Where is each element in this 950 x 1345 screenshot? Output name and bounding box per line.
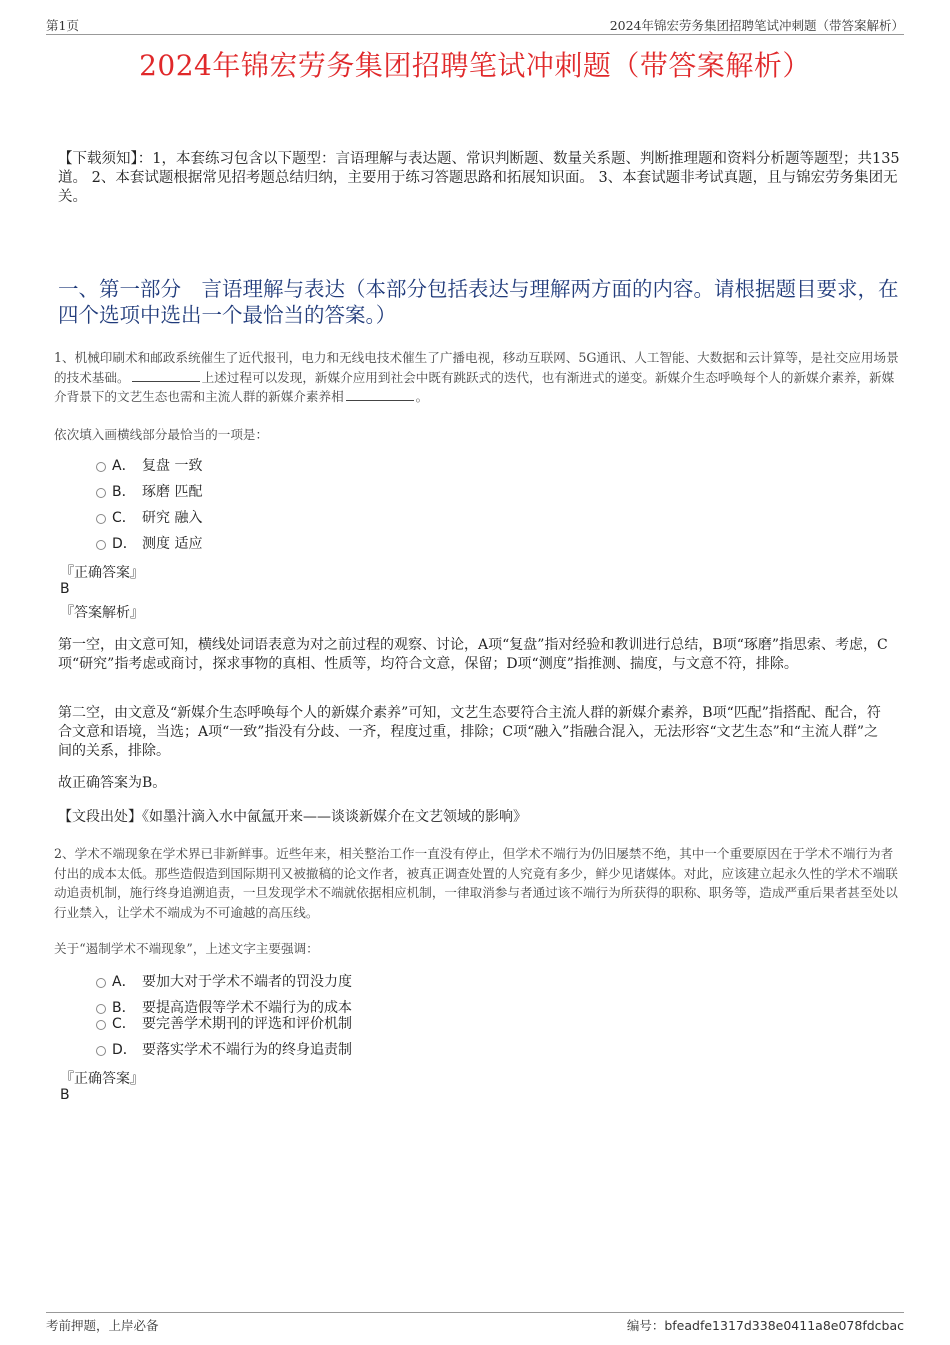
question-2-stem: 2、学术不端现象在学术界已非新鲜事。近些年来，相关整治工作一直没有停止，但学术不端行为仍旧屡禁不绝，其中一个重要原因在于学术不端行为者付出的成本太低。那些造假造到国际期刊又被撤稿的论文作者，被真正调查处置的人究竟有多少，鲜少见诸媒体。对此，应该建立起永久性的学术不端联动追责机制，施行终身追溯追责，一旦发现学术不端就依据相应机制，一律取消参与者通过该不端行为所获得的职称、职务等，造成严重后果者甚至处以行业禁入，让学术不端成为不可逾越的高压线。 <box>54 846 898 920</box>
q1-stem-part-a: 1、机械印刷术和邮政系统催生了近代报刊，电力和无线电技术催生了广播电视，移动互联网、5G通讯、人工智能、大数据和云计算等，是社交应用场景的技术基础。 <box>54 350 899 385</box>
radio-icon[interactable] <box>96 540 106 550</box>
q1-analysis-para-2: 第二空，由文意及“新媒介生态呼唤每个人的新媒介素养”可知，文艺生态要符合主流人群的新媒介素养，B项“匹配”指搭配、配合，符合文意和语境，当选；A项“一致”指没有分歧、一齐，程度过重，排除；C项“融入”指融合混入，无法形容“文艺生态”和“主流人群”之间的关系，排除。 <box>58 705 881 759</box>
q1-source: 【文段出处】《如墨汁滴入水中氤氲开来——谈谈新媒介在文艺领域的影响》 <box>58 809 527 825</box>
q2-option-b[interactable]: B． 要提高造假等学术不端行为的成本 <box>96 998 352 1018</box>
q2-option-d[interactable]: D． 要落实学术不端行为的终身追责制 <box>96 1040 352 1060</box>
page-footer <box>46 1312 904 1337</box>
question-1-prompt: 依次填入画横线部分最恰当的一项是： <box>54 427 269 442</box>
page-number: 第1页 <box>46 18 79 33</box>
q2-option-a[interactable]: A． 要加大对于学术不端者的罚没力度 <box>96 972 352 992</box>
q1-stem-part-c: 。 <box>415 389 429 404</box>
q1-option-a[interactable]: A． 复盘 一致 <box>96 456 202 476</box>
q1-analysis-conclusion: 故正确答案为B。 <box>58 775 167 791</box>
radio-icon[interactable] <box>96 462 106 472</box>
radio-icon[interactable] <box>96 1046 106 1056</box>
q2-answer-label: 『正确答案』 <box>60 1071 144 1087</box>
q2-option-c[interactable]: C． 要完善学术期刊的评选和评价机制 <box>96 1014 352 1034</box>
header-doc-title: 2024年锦宏劳务集团招聘笔试冲刺题（带答案解析） <box>609 18 904 33</box>
section-heading: 一、第一部分 言语理解与表达（本部分包括表达与理解两方面的内容。请根据题目要求，在四个选项中选出一个最恰当的答案。） <box>58 277 899 327</box>
fill-blank-1 <box>132 368 200 382</box>
q2-answer: B <box>60 1087 70 1103</box>
q1-answer: B <box>60 581 70 597</box>
q1-analysis-label: 『答案解析』 <box>60 605 144 621</box>
question-2-prompt: 关于“遏制学术不端现象”，上述文字主要强调： <box>54 941 319 956</box>
radio-icon[interactable] <box>96 488 106 498</box>
q1-option-c[interactable]: C． 研究 融入 <box>96 508 202 528</box>
q1-stem-part-b: 上述过程可以发现，新媒介应用到社会中既有跳跃式的迭代，也有渐进式的递变。新媒介生态呼唤每个人的新媒介素养，新媒介背景下的文艺生态也需和主流人群的新媒介素养相 <box>54 369 895 404</box>
footer-serial: 编号：bfeadfe1317d338e0411a8e078fdcbac <box>626 1318 904 1333</box>
q1-option-d[interactable]: D． 测度 适应 <box>96 534 202 554</box>
q1-option-b[interactable]: B． 琢磨 匹配 <box>96 482 202 502</box>
radio-icon[interactable] <box>96 1004 106 1014</box>
q1-answer-label: 『正确答案』 <box>60 565 144 581</box>
radio-icon[interactable] <box>96 978 106 988</box>
fill-blank-2 <box>346 387 414 401</box>
q1-analysis-para-1: 第一空，由文意可知，横线处词语表意为对之前过程的观察、讨论，A项“复盘”指对经验和教训进行总结，B项“琢磨”指思索、考虑，C项“研究”指考虑或商讨，探求事物的真相、性质等，均符合文意，保留；D项“测度”指推测、揣度，与文意不符，排除。 <box>58 637 888 672</box>
radio-icon[interactable] <box>96 514 106 524</box>
page-header <box>46 14 904 35</box>
radio-icon[interactable] <box>96 1020 106 1030</box>
footer-slogan: 考前押题，上岸必备 <box>46 1318 159 1333</box>
question-1-stem <box>54 348 902 407</box>
download-notice: 【下载须知】：1，本套练习包含以下题型：言语理解与表达题、常识判断题、数量关系题、判断推理题和资料分析题等题型；共135道。 2、本套试题根据常见招考题总结归纳，主要用于练习答题思路和拓展知识面。 3、本套试题非考试真题，且与锦宏劳务集团无关。 <box>58 151 900 205</box>
page-title: 2024年锦宏劳务集团招聘笔试冲刺题（带答案解析） <box>139 49 811 82</box>
